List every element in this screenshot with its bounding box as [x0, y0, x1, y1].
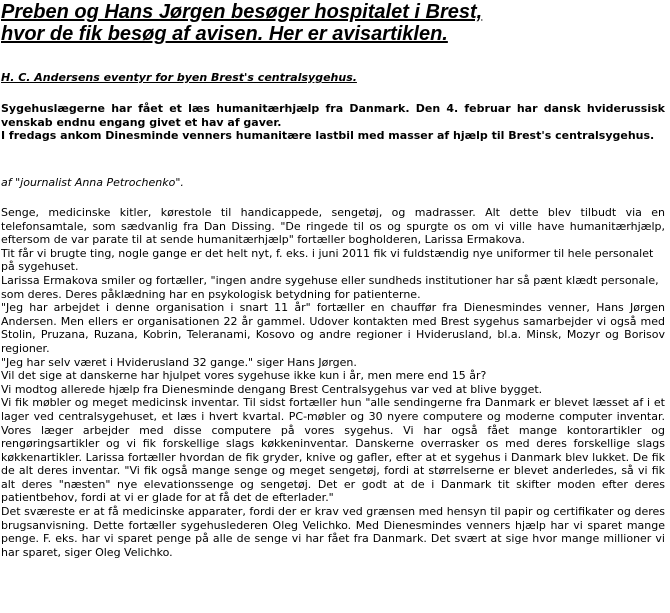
subheading: H. C. Andersens eventyr for byen Brest's centralsygehus.: [1, 71, 357, 84]
body-paragraph: "Jeg har selv været i Hviderusland 32 gange." siger Hans Jørgen.: [1, 355, 357, 369]
body-paragraph: Vi fik møbler og meget medicinsk inventar. Til sidst fortæller hun "alle sendingerne fra Danmark er blevet læsset af i et lager ved centralsygehuset, et læs i hvert kvartal. PC-møbler og 30 nyere computere og moderne computer inventar. Vores læger arbejder med disse computere på vores sygehus. Vi har også fået mange kontorartikler og rengøringsartikler og vi fik forskellige slags køkkeninventar. Danskerne overrasker os med deres forskellige slags køkkenartikler. Larissa fortæller hvordan de fik gryder, knive og gafler, efter at et sygehus i Danmark blev lukket. De fik de alt deres inventar. "Vi fik også mange senge og meget sengetøj, fordi at størrelserne er blevet anderledes, så vi fik alt deres "næsten" nye elevationssenge og sengetøj. Det er godt at de i Danmark tit skifter moden efter deres patientbehov, fordi at vi er glade for at få det de efterlader.": [1, 396, 665, 505]
lead-paragraph-2: I fredags ankom Dinesminde venners humanitære lastbil med masser af hjælp til Brest's centralsygehus.: [1, 129, 655, 143]
body-paragraph: Larissa Ermakova smiler og fortæller, "ingen andre sygehuse eller sundheds institutioner har så pænt klædt personale, som deres. Deres påklædning har en psykologisk betydning for patienterne.: [1, 273, 659, 301]
body-paragraph: Vil det sige at danskerne har hjulpet vores sygehuse ikke kun i år, men mere end 15 år?: [1, 369, 487, 383]
body-paragraph: Vi modtog allerede hjælp fra Dienesminde dengang Brest Centralsygehus var ved at blive bygget.: [1, 382, 543, 396]
article-body: [1, 206, 665, 559]
headline-line-2: hvor de fik besøg af avisen. Her er avisartiklen.: [1, 23, 448, 45]
body-paragraph: "Jeg har arbejdet i denne organisation i snart 11 år" fortæller en chauffør fra Dienesmindes venner, Hans Jørgen Andersen. Men ellers er organisationen 22 år gammel. Udover kontakten med Brest sygehus samarbejder vi også med Stolin, Pruzana, Ruzana, Kobrin, Teleranami, Kosovo og andre regioner i Hviderusland, bl.a. Minsk, Mozyr og Borisov regioner.: [1, 301, 665, 355]
body-paragraph: Senge, medicinske kitler, kørestole til handicappede, sengetøj, og madrasser. Alt dette blev tilbudt via en telefonsamtale, som sædvanlig fra Dan Dissing. "De ringede til os og spurgte os om vi ville have humanitærhjælp, eftersom de var parate til at sende humanitærhjælp" fortæller bogholderen, Larissa Ermakova.: [1, 206, 665, 247]
lead-paragraphs: [1, 102, 665, 143]
headline: [1, 0, 667, 45]
byline: af "journalist Anna Petrochenko".: [1, 176, 184, 189]
body-paragraph: Det sværeste er at få medicinske apparater, fordi der er krav ved grænsen med hensyn til papir og certifikater og deres brugsanvisning. Dette fortæller sygehuslederen Oleg Velichko. Med Dienesmindes venners hjælp har vi sparet mange penge. F. eks. har vi sparet penge på alle de senge vi har fået fra Danmark. Det svært at sige hvor mange millioner vi har sparet, siger Oleg Velichko.: [1, 505, 665, 559]
lead-paragraph-1: Sygehuslægerne har fået et læs humanitærhjælp fra Danmark. Den 4. februar har dansk hviderussisk venskab endnu engang givet et hav af gaver.: [1, 102, 665, 129]
body-paragraph: Tit får vi brugte ting, nogle gange er det helt nyt, f. eks. i juni 2011 fik vi fuldstændig nye uniformer til hele personalet på sygehuset.: [1, 246, 654, 274]
headline-line-1: Preben og Hans Jørgen besøger hospitalet i Brest,: [1, 1, 483, 23]
